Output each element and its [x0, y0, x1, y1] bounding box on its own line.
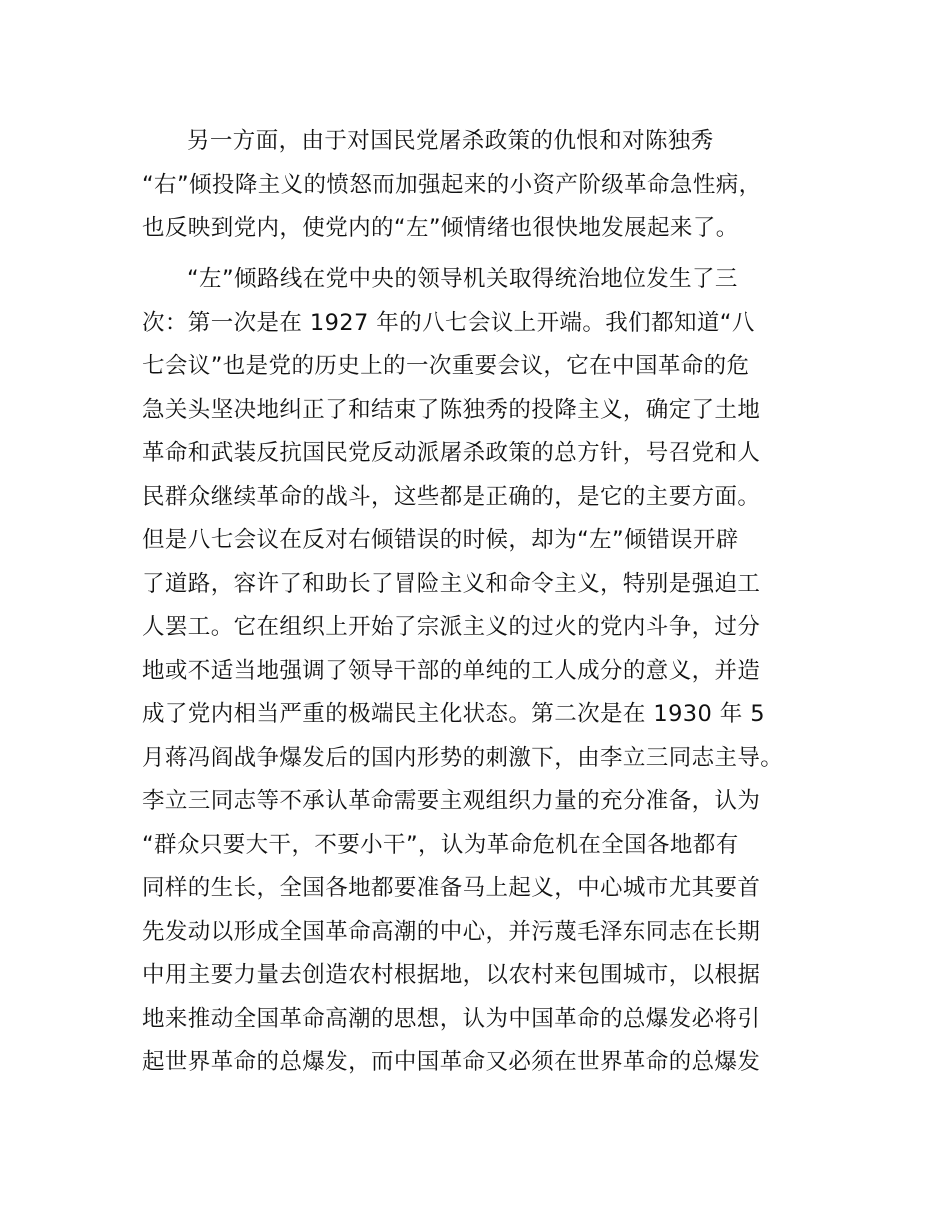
paragraph-line: 成了党内相当严重的极端民主化状态。第二次是在 1930 年 5 [142, 701, 765, 727]
paragraph-line: 七会议”也是党的历史上的一次重要会议，它在中国革命的危 [142, 353, 750, 379]
paragraph-line: 人罢工。它在组织上开始了宗派主义的过火的党内斗争，过分 [142, 614, 761, 640]
paragraph-line: 月蒋冯阎战争爆发后的国内形势的刺激下，由李立三同志主导。 [142, 744, 784, 771]
paragraph-line: 先发动以形成全国革命高潮的中心，并污蔑毛泽东同志在长期 [142, 918, 761, 945]
paragraph-line: 急关头坚决地纠正了和结束了陈独秀的投降主义，确定了土地 [142, 396, 761, 423]
paragraph-line: 同样的生长，全国各地都要准备马上起义，中心城市尤其要首 [142, 875, 761, 901]
paragraph-line: 次：第一次是在 1927 年的八七会议上开端。我们都知道“八 [142, 309, 755, 336]
paragraph-line: 另一方面，由于对国民党屠杀政策的仇恨和对陈独秀 [187, 128, 714, 154]
paragraph-line: “群众只要大干，不要小干”，认为革命危机在全国各地都有 [142, 831, 739, 858]
paragraph-line: 起世界革命的总爆发，而中国革命又必须在世界革命的总爆发 [142, 1049, 761, 1075]
paragraph-line: 中用主要力量去创造农村根据地，以农村来包围城市，以根据 [142, 962, 761, 988]
paragraph-line: 革命和武装反抗国民党反动派屠杀政策的总方针，号召党和人 [142, 440, 761, 466]
paragraph-line: 了道路，容许了和助长了冒险主义和命令主义，特别是强迫工 [142, 570, 761, 597]
paragraph-2 [142, 258, 832, 1085]
paragraph-1 [142, 120, 832, 251]
paragraph-line: 地或不适当地强调了领导干部的单纯的工人成分的意义，并造 [142, 657, 761, 684]
paragraph-line: 民群众继续革命的战斗，这些都是正确的，是它的主要方面。 [142, 483, 761, 510]
paragraph-line: “右”倾投降主义的愤怒而加强起来的小资产阶级革命急性病， [142, 171, 762, 198]
paragraph-line: 但是八七会议在反对右倾错误的时候，却为“左”倾错误开辟 [142, 527, 739, 553]
paragraph-line: 李立三同志等不承认革命需要主观组织力量的充分准备，认为 [142, 788, 761, 814]
paragraph-line: 地来推动全国革命高潮的思想，认为中国革命的总爆发必将引 [142, 1005, 761, 1032]
paragraph-line: 也反映到党内，使党内的“左”倾情绪也很快地发展起来了。 [142, 215, 739, 241]
paragraph-line: “左”倾路线在党中央的领导机关取得统治地位发生了三 [187, 266, 738, 292]
